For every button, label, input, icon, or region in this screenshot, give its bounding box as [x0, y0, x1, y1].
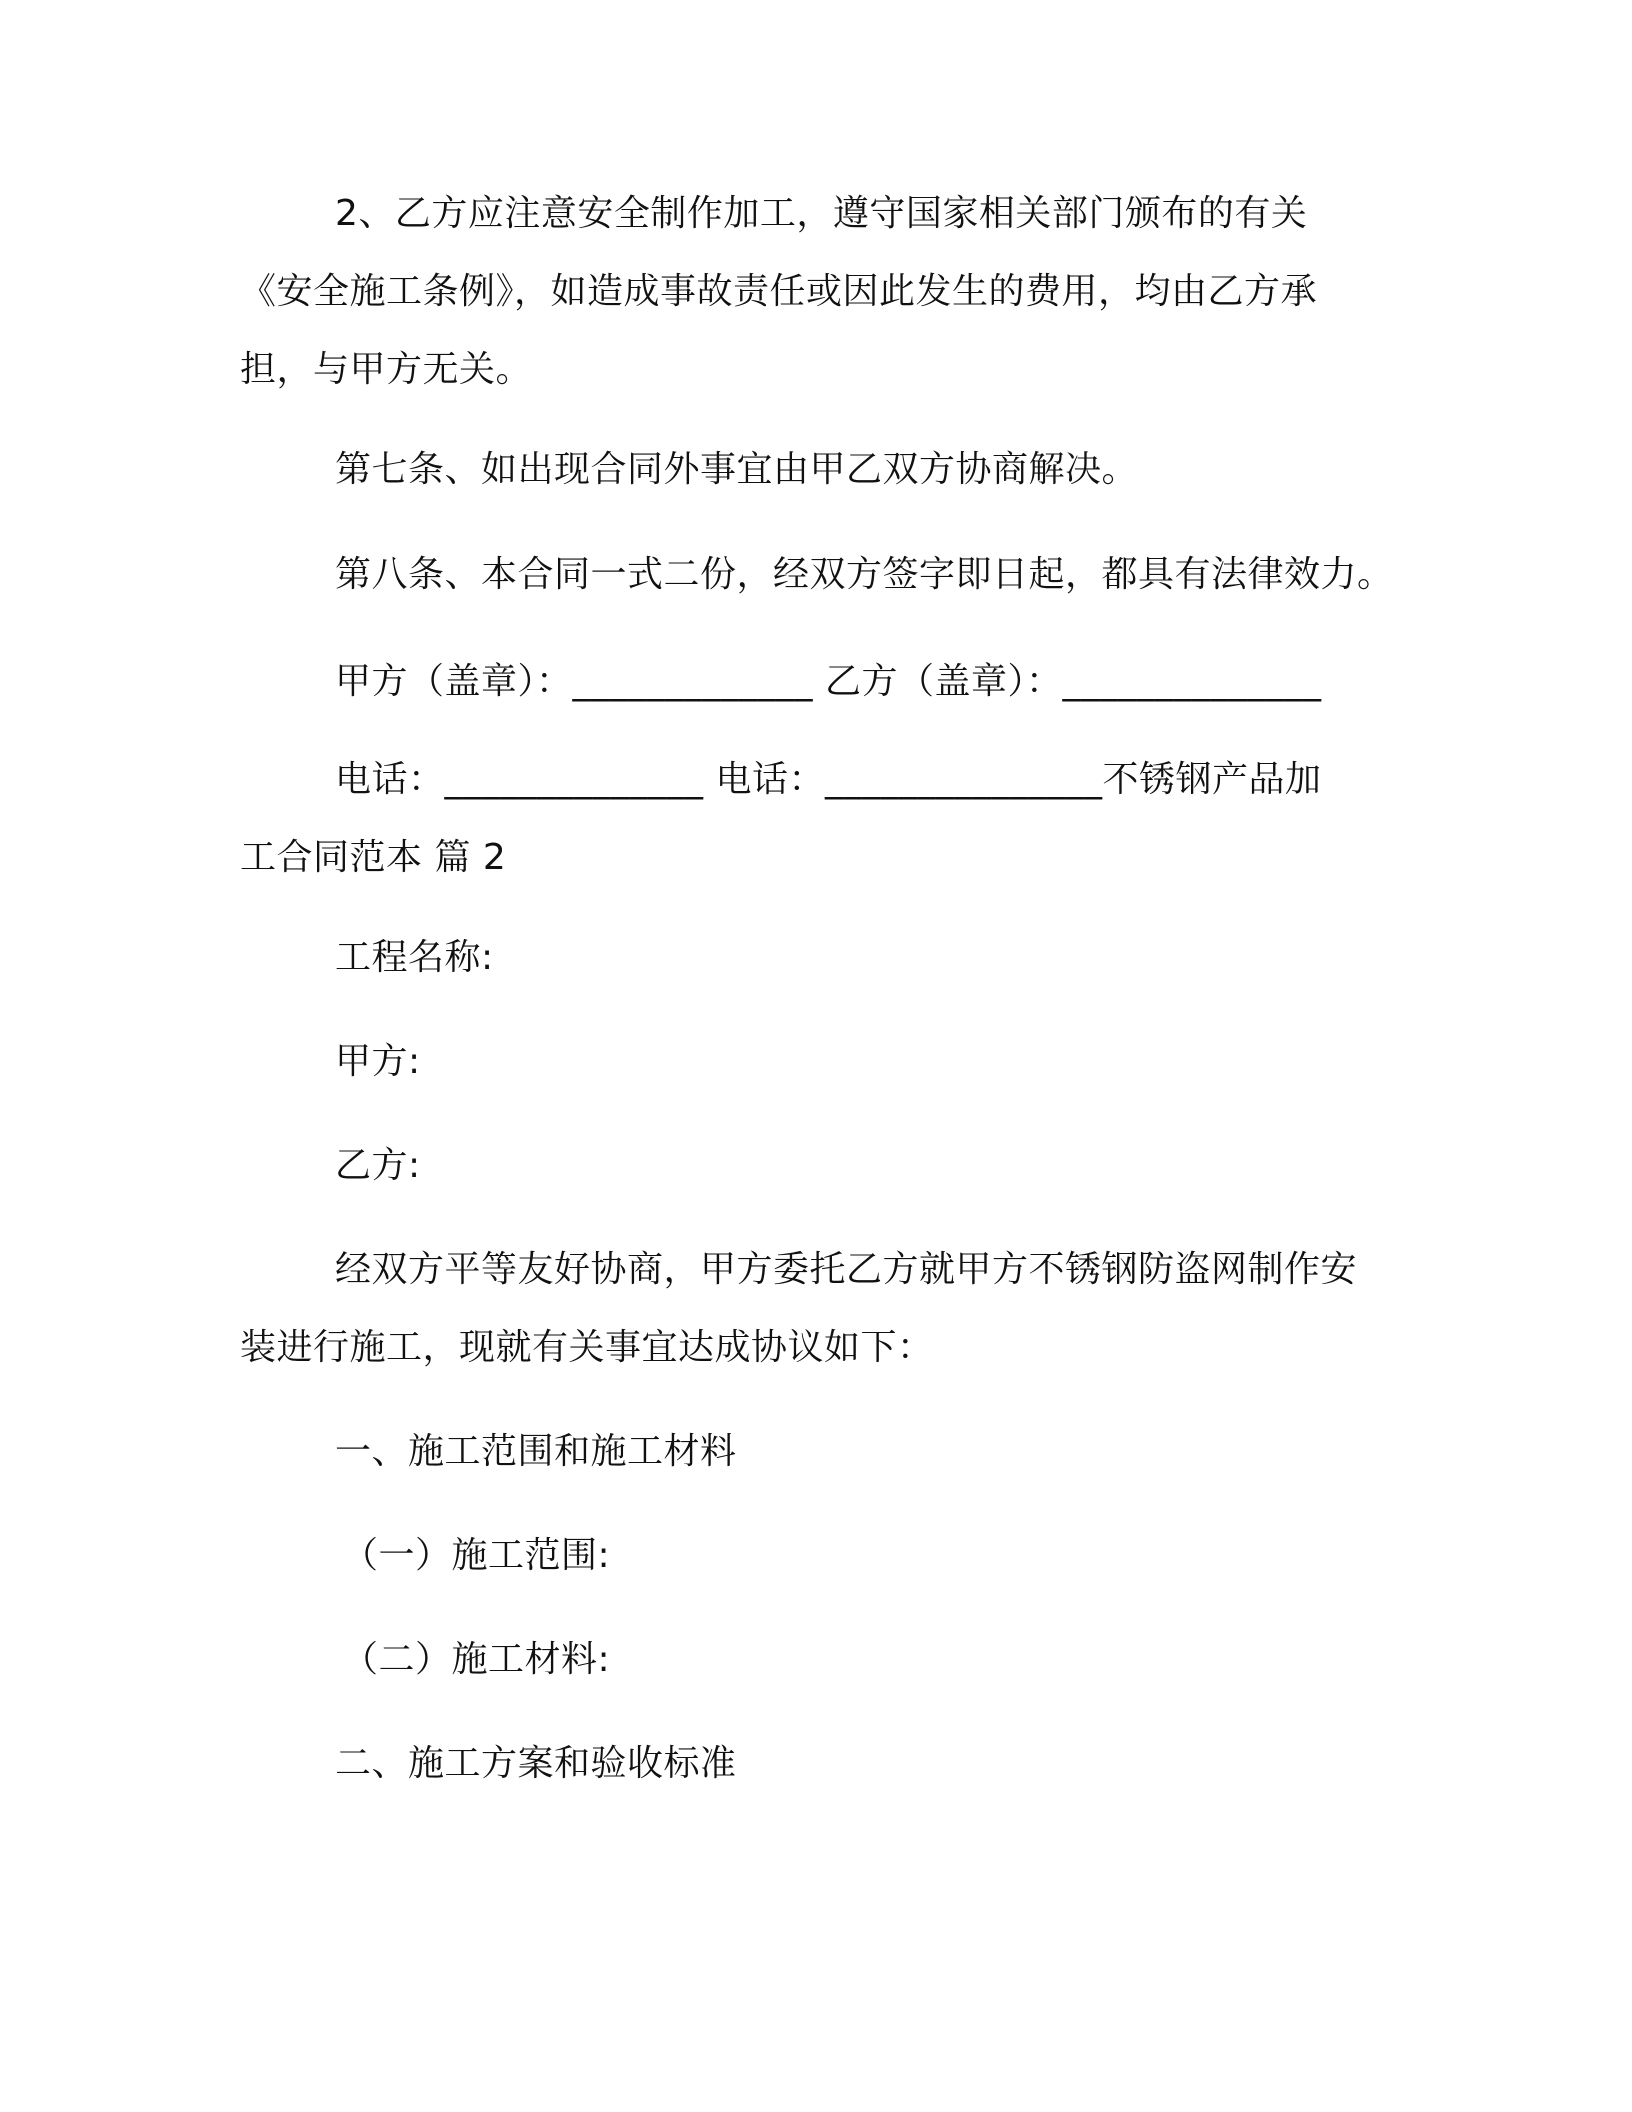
party-a-label: 甲方:: [335, 1041, 421, 1082]
paragraph-safety-line-2: 《安全施工条例》，如造成事故责任或因此发生的费用，均由乙方承: [240, 271, 1318, 312]
section-1-item-1: （一）施工范围:: [342, 1535, 611, 1576]
section-2-title: 二、施工方案和验收标准: [335, 1743, 737, 1784]
signature-line: 甲方（盖章）：_____________ 乙方（盖章）：______________: [335, 661, 1322, 702]
section-1-title: 一、施工范围和施工材料: [335, 1431, 737, 1472]
intro-line-1: 经双方平等友好协商，甲方委托乙方就甲方不锈钢防盗网制作安: [335, 1249, 1358, 1290]
phone-line: 电话：______________ 电话：_______________不锈钢产品加: [335, 759, 1322, 800]
project-name-label: 工程名称:: [335, 937, 494, 978]
intro-line-2: 装进行施工，现就有关事宜达成协议如下：: [240, 1327, 934, 1368]
article-7: 第七条、如出现合同外事宜由甲乙双方协商解决。: [335, 449, 1139, 490]
paragraph-safety-line-1: 2、乙方应注意安全制作加工，遵守国家相关部门颁布的有关: [335, 193, 1308, 234]
party-b-label: 乙方:: [335, 1145, 421, 1186]
article-8: 第八条、本合同一式二份，经双方签字即日起，都具有法律效力。: [335, 554, 1394, 595]
paragraph-safety-line-3: 担，与甲方无关。: [240, 349, 533, 390]
section-1-item-2: （二）施工材料:: [342, 1639, 611, 1680]
section-heading-2: 工合同范本 篇 2: [240, 837, 507, 878]
